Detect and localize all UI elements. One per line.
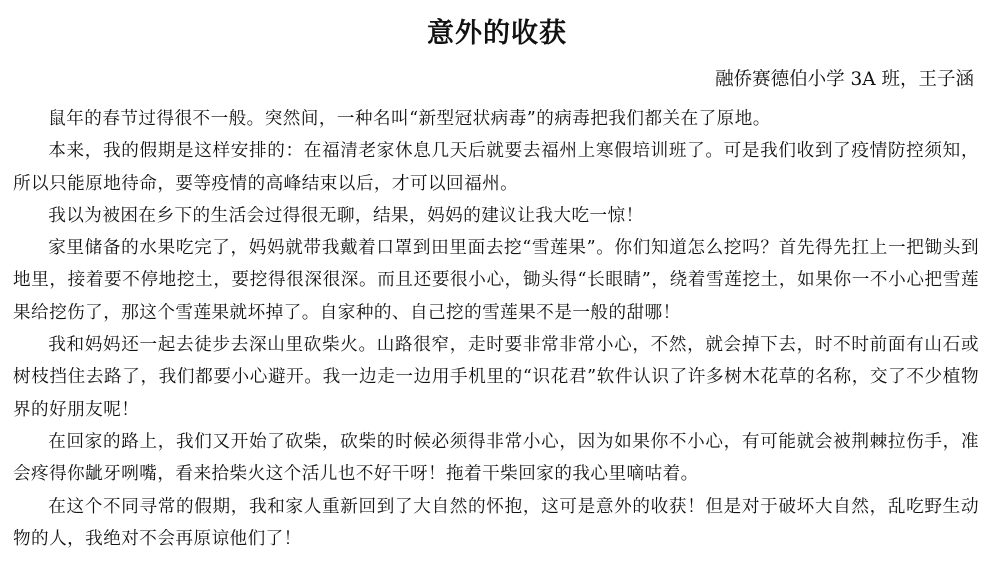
essay-paragraph: 鼠年的春节过得很不一般。突然间，一种名叫“新型冠状病毒”的病毒把我们都关在了原地。 bbox=[48, 109, 771, 129]
essay-paragraph: 我和妈妈还一起去徒步去深山里砍柴火。山路很窄，走时要非常非常小心，不然，就会掉下去，时不时前面有山石或树枝挡住去路了，我们都要小心避开。我一边走一边用手机里的“识花君”软件认识了许多树木花草的名称，交了不少植物界的好朋友呢！ bbox=[13, 335, 979, 420]
author-byline: 融侨赛德伯小学 3A 班，王子涵 bbox=[715, 69, 974, 90]
essay-body bbox=[13, 103, 979, 555]
essay-paragraph: 在这个不同寻常的假期，我和家人重新回到了大自然的怀抱，这可是意外的收获！但是对于破坏大自然，乱吃野生动物的人，我绝对不会再原谅他们了！ bbox=[13, 496, 979, 549]
essay-paragraph: 在回家的路上，我们又开始了砍柴，砍柴的时候必须得非常小心，因为如果你不小心，有可能就会被荆棘拉伤手，准会疼得你龇牙咧嘴，看来拾柴火这个活儿也不好干呀！拖着干柴回家的我心里嘀咕着。 bbox=[13, 431, 979, 485]
essay-title: 意外的收获 bbox=[427, 18, 567, 49]
essay-paragraph: 家里储备的水果吃完了，妈妈就带我戴着口罩到田里面去挖“雪莲果”。你们知道怎么挖吗？首先得先扛上一把锄头到地里，接着要不停地挖土，要挖得很深很深。而且还要很小心，锄头得“长眼睛”，绕着雪莲挖土，如果你一不小心把雪莲果给挖伤了，那这个雪莲果就坏掉了。自家种的、自己挖的雪莲果不是一般的甜哪！ bbox=[13, 238, 979, 323]
essay-paragraph: 我以为被困在乡下的生活会过得很无聊，结果，妈妈的建议让我大吃一惊！ bbox=[48, 205, 644, 226]
essay-paragraph: 本来，我的假期是这样安排的：在福清老家休息几天后就要去福州上寒假培训班了。可是我们收到了疫情防控须知，所以只能原地待命，要等疫情的高峰结束以后，才可以回福州。 bbox=[13, 141, 979, 194]
